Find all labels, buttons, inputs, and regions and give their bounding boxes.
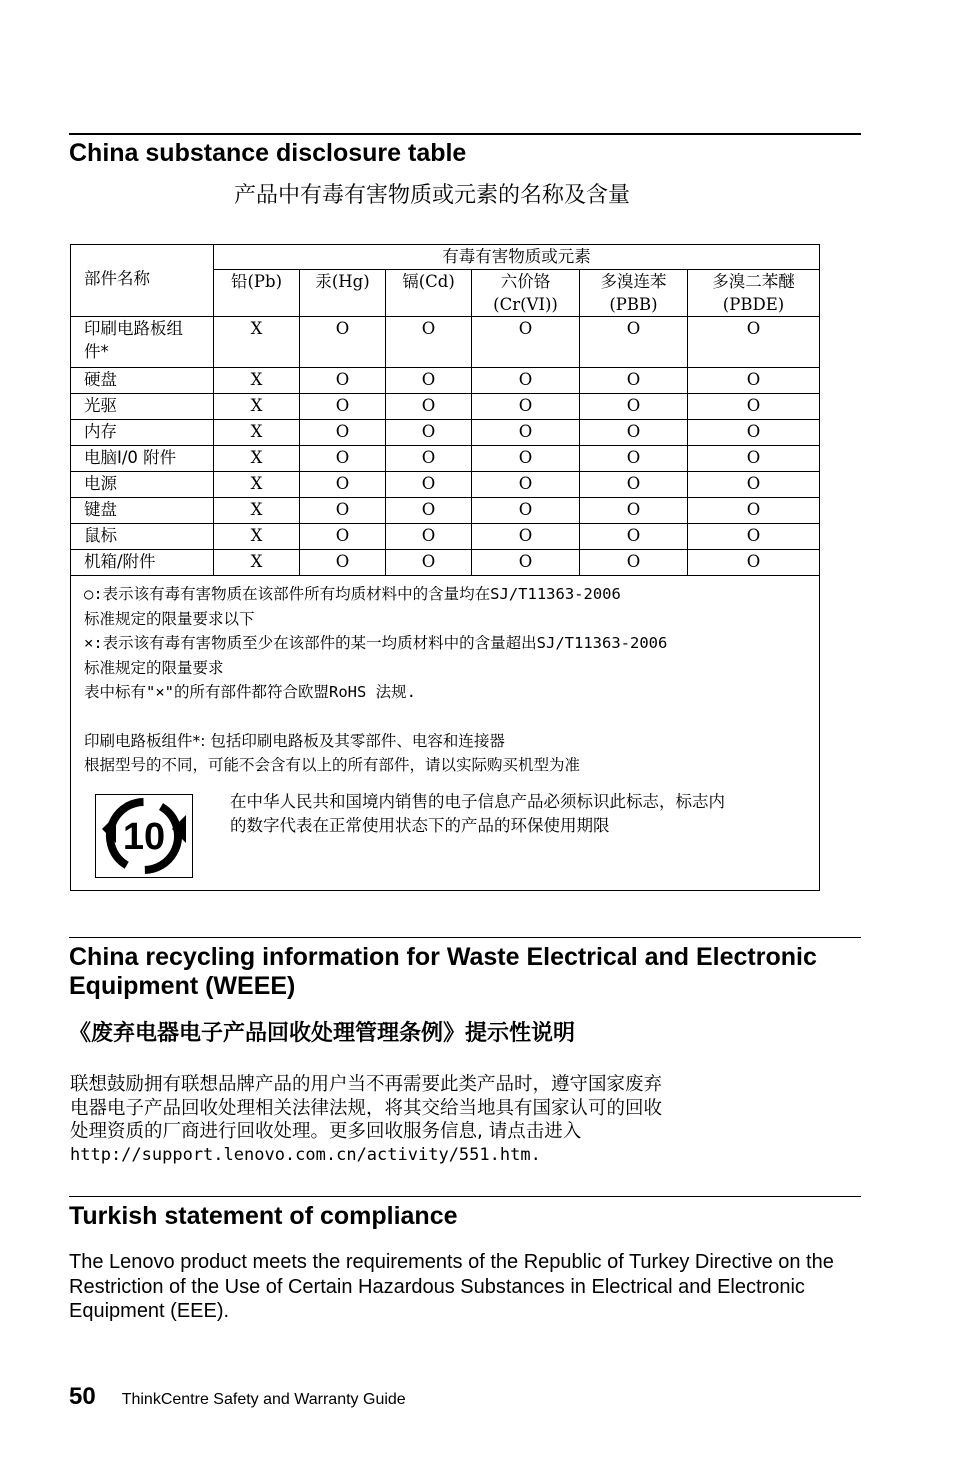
note-line xyxy=(84,705,807,729)
substance-value-cell: O xyxy=(300,498,386,524)
part-name-cell xyxy=(71,446,214,472)
substance-value-cell: X xyxy=(214,550,300,576)
part-name-cell xyxy=(71,368,214,394)
substance-column-header xyxy=(300,270,386,317)
column-header-line1: 汞(Hg) xyxy=(315,272,370,291)
note-line: 标准规定的限量要求 xyxy=(84,658,224,677)
substance-column-header xyxy=(688,270,820,317)
note-line: 标准规定的限量要求以下 xyxy=(84,609,255,628)
part-name-line1: 机箱/附件 xyxy=(84,552,156,571)
part-name-line1: 硬盘 xyxy=(84,370,117,389)
substance-value-cell: O xyxy=(386,524,472,550)
part-name-line1: 键盘 xyxy=(84,500,117,519)
substance-group-header: 有毒有害物质或元素 xyxy=(214,245,820,270)
cn-weee-line1: 联想鼓励拥有联想品牌产品的用户当不再需要此类产品时，遵守国家废弃 xyxy=(70,1074,663,1095)
substance-value-cell: O xyxy=(300,368,386,394)
substance-value-cell: O xyxy=(300,472,386,498)
cn-weee-line3: 处理资质的厂商进行回收处理。更多回收服务信息, 请点击进入 xyxy=(70,1121,582,1142)
substance-value-cell: O xyxy=(580,368,688,394)
substance-value-cell: X xyxy=(214,317,300,368)
part-name-line1: 电脑I/0 附件 xyxy=(84,448,177,467)
substance-value-cell: O xyxy=(472,394,580,420)
part-name-cell xyxy=(71,498,214,524)
substance-value-cell: O xyxy=(386,550,472,576)
epup-text-line1: 在中华人民共和国境内销售的电子信息产品必须标识此标志，标志内 xyxy=(230,791,725,811)
section-rule-weee xyxy=(69,937,861,938)
part-name-cell xyxy=(71,524,214,550)
part-name-line1: 印刷电路板组 xyxy=(84,319,183,338)
table-row xyxy=(71,317,820,368)
substance-value-cell: O xyxy=(300,524,386,550)
substance-value-cell: O xyxy=(300,420,386,446)
part-name-cell xyxy=(71,550,214,576)
substance-value-cell: X xyxy=(214,420,300,446)
cn-weee-title: 《废弃电器电子产品回收处理管理条例》提示性说明 xyxy=(69,1021,576,1046)
substance-value-cell: X xyxy=(214,498,300,524)
substance-value-cell: O xyxy=(580,550,688,576)
substance-value-cell: O xyxy=(580,472,688,498)
table-row xyxy=(71,524,820,550)
note-line: 根据型号的不同，可能不会含有以上的所有部件，请以实际购买机型为准 xyxy=(84,756,581,774)
substance-value-cell: O xyxy=(386,368,472,394)
note-line: ×:表示该有毒有害物质至少在该部件的某一均质材料中的含量超出SJ/T11363-2006 xyxy=(84,634,668,652)
substance-value-cell: O xyxy=(386,472,472,498)
part-name-line1: 内存 xyxy=(84,422,117,441)
part-name-cell xyxy=(71,420,214,446)
substance-value-cell: O xyxy=(688,498,820,524)
column-header-line1: 多溴连苯 xyxy=(600,272,667,291)
substance-value-cell: O xyxy=(688,446,820,472)
substance-value-cell: O xyxy=(688,368,820,394)
page-footer xyxy=(69,1383,406,1411)
part-name-line1: 光驱 xyxy=(84,396,117,415)
substance-value-cell: O xyxy=(386,420,472,446)
section-rule-turkish xyxy=(69,1196,861,1197)
heading-china-substance-disclosure: China substance disclosure table xyxy=(69,139,467,167)
substance-value-cell: O xyxy=(688,394,820,420)
table-row xyxy=(71,550,820,576)
column-header-line2: (Cr(VI)) xyxy=(493,295,558,314)
substance-value-cell: O xyxy=(472,368,580,394)
part-name-line1: 电源 xyxy=(84,474,117,493)
substance-value-cell: O xyxy=(472,550,580,576)
cn-weee-line2: 电器电子产品回收处理相关法律法规，将其交给当地具有国家认可的回收 xyxy=(70,1097,663,1119)
substance-value-cell: O xyxy=(580,524,688,550)
section-rule-china-rohs xyxy=(69,133,861,135)
substance-value-cell: O xyxy=(386,394,472,420)
substance-column-header xyxy=(580,270,688,317)
column-header-line1: 多溴二苯醚 xyxy=(712,272,795,291)
part-name-line1: 鼠标 xyxy=(84,526,117,545)
table-row xyxy=(71,420,820,446)
heading-turkish-compliance: Turkish statement of compliance xyxy=(69,1202,458,1230)
substance-value-cell: O xyxy=(300,446,386,472)
epup-text-line2: 的数字代表在正常使用状态下的产品的环保使用期限 xyxy=(230,816,610,835)
substance-column-header xyxy=(472,270,580,317)
note-line: 表中标有"×"的所有部件都符合欧盟RoHS 法规. xyxy=(84,683,416,701)
note-line: 印刷电路板组件*: 包括印刷电路板及其零部件、电容和连接器 xyxy=(84,731,505,750)
table-row xyxy=(71,446,820,472)
part-name-header: 部件名称 xyxy=(71,245,214,317)
substance-value-cell: O xyxy=(300,394,386,420)
substance-value-cell: O xyxy=(386,498,472,524)
substance-value-cell: X xyxy=(214,446,300,472)
cn-table-title: 产品中有毒有害物质或元素的名称及含量 xyxy=(234,183,631,208)
substance-disclosure-table xyxy=(70,244,820,891)
substance-value-cell: O xyxy=(472,472,580,498)
substance-value-cell: O xyxy=(688,472,820,498)
page-number: 50 xyxy=(69,1383,96,1410)
substance-column-header xyxy=(214,270,300,317)
part-name-line2: 件* xyxy=(84,342,109,361)
substance-value-cell: O xyxy=(688,524,820,550)
part-name-cell xyxy=(71,472,214,498)
table-row xyxy=(71,368,820,394)
substance-value-cell: O xyxy=(300,317,386,368)
substance-value-cell: X xyxy=(214,524,300,550)
epup-logo-number: 10 xyxy=(122,815,166,858)
substance-value-cell: O xyxy=(580,446,688,472)
substance-value-cell: O xyxy=(386,317,472,368)
substance-value-cell: O xyxy=(300,550,386,576)
part-name-cell xyxy=(71,394,214,420)
epup-statement xyxy=(84,790,807,880)
column-header-line1: 六价铬 xyxy=(500,272,551,291)
column-header-line1: 镉(Cd) xyxy=(402,272,455,291)
substance-value-cell: O xyxy=(580,498,688,524)
substance-value-cell: O xyxy=(688,317,820,368)
note-line: ○:表示该有毒有害物质在该部件所有均质材料中的含量均在SJ/T11363-2006 xyxy=(84,585,621,603)
heading-china-weee: China recycling information for Waste Electrical and Electronic Equipment (WEEE) xyxy=(69,943,817,1000)
lenovo-recycling-link[interactable]: http://support.lenovo.com.cn/activity/551.htm. xyxy=(70,1144,541,1165)
cn-weee-paragraph xyxy=(70,1073,662,1167)
table-row xyxy=(71,498,820,524)
column-header-line2: (PBB) xyxy=(609,295,658,314)
substance-value-cell: X xyxy=(214,472,300,498)
table-row xyxy=(71,394,820,420)
substance-value-cell: O xyxy=(472,498,580,524)
substance-value-cell: O xyxy=(472,420,580,446)
substance-value-cell: X xyxy=(214,394,300,420)
table-row xyxy=(71,472,820,498)
substance-value-cell: O xyxy=(688,550,820,576)
substance-value-cell: O xyxy=(472,524,580,550)
column-header-line2: (PBDE) xyxy=(722,295,785,314)
guide-title: ThinkCentre Safety and Warranty Guide xyxy=(121,1391,406,1408)
substance-value-cell: X xyxy=(214,368,300,394)
substance-value-cell: O xyxy=(472,446,580,472)
substance-value-cell: O xyxy=(580,394,688,420)
substance-value-cell: O xyxy=(472,317,580,368)
table-notes xyxy=(71,576,820,891)
substance-column-header xyxy=(386,270,472,317)
turkish-compliance-body: The Lenovo product meets the requirements of the Republic of Turkey Directive on the Restriction of the Use of Certain Hazardous Substances in Electrical and Electronic Equipment (EEE). xyxy=(69,1251,834,1322)
substance-value-cell: O xyxy=(580,317,688,368)
column-header-line1: 铅(Pb) xyxy=(230,272,283,291)
substance-value-cell: O xyxy=(386,446,472,472)
substance-value-cell: O xyxy=(580,420,688,446)
substance-value-cell: O xyxy=(688,420,820,446)
epup-10-icon xyxy=(95,794,193,878)
part-name-cell xyxy=(71,317,214,368)
